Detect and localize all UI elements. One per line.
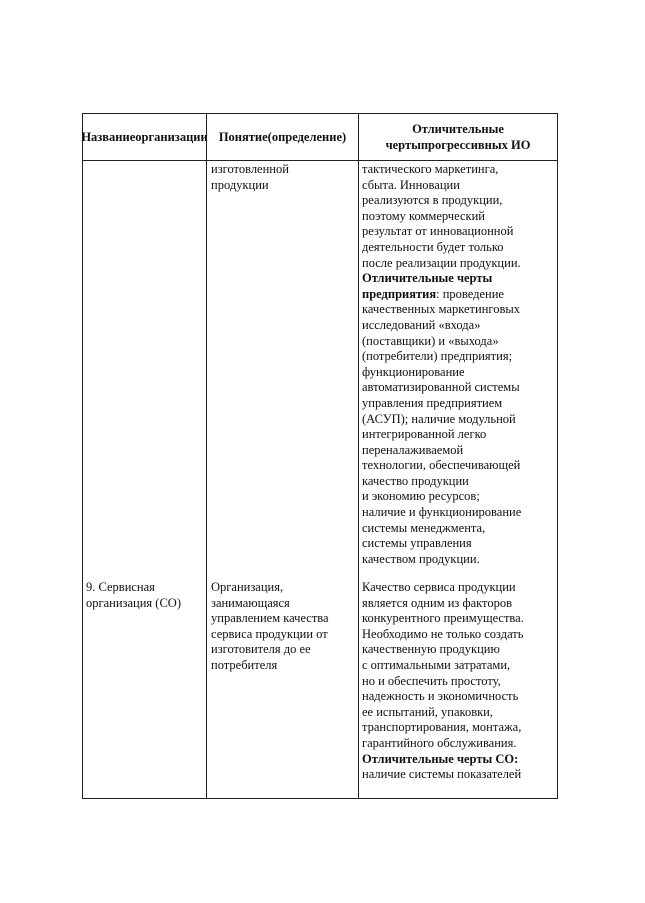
header-definition: Понятие(определение) [218, 130, 347, 144]
header-features: Отличительные чертыпрогрессивных ИО [385, 122, 531, 152]
header-organization-name: Названиеорганизации [81, 130, 208, 144]
definition-continuation: изготовленной продукции [211, 162, 289, 192]
column-divider [358, 114, 359, 798]
column-divider [206, 114, 207, 798]
features-continuation: тактического маркетинга, сбыта. Инновации реализуются в продукции, поэтому коммерческий результат от инновационной деятельности будет только после реализации продукции. Отличительные черты предприятия: проведение качественных маркетинговых исследований «входа» (поставщики) и «выхода» (потребители) предприятия; функционирование автоматизированной системы управления предприятием (АСУП); наличие модульной интегрированной легко переналаживаемой технологии, обеспечивающей качество продукции и экономию ресурсов; наличие и функционирование системы менеджмента, системы управления качеством продукции. [362, 162, 522, 566]
bold-label: Отличительные черты [362, 271, 493, 286]
definition-service: Организация, занимающаяся управлением качества сервиса продукции от изготовителя до ее потребителя [211, 580, 329, 672]
features-service: Качество сервиса продукции является одним из факторов конкурентного преимущества. Необходимо не только создать качественную продукцию с оптимальными затратами, но и обеспечить простоту, надежность и экономичность ее испытаний, упаковки, транспортирования, монтажа, гарантийного обслуживания. Отличительные черты СО: наличие системы показателей [362, 580, 524, 782]
comparison-table [82, 113, 558, 799]
header-divider [83, 160, 557, 161]
bold-label: предприятия [362, 286, 437, 301]
organization-name-service: 9. Сервисная организация (СО) [86, 580, 181, 610]
bold-label: Отличительные черты СО: [362, 751, 519, 766]
